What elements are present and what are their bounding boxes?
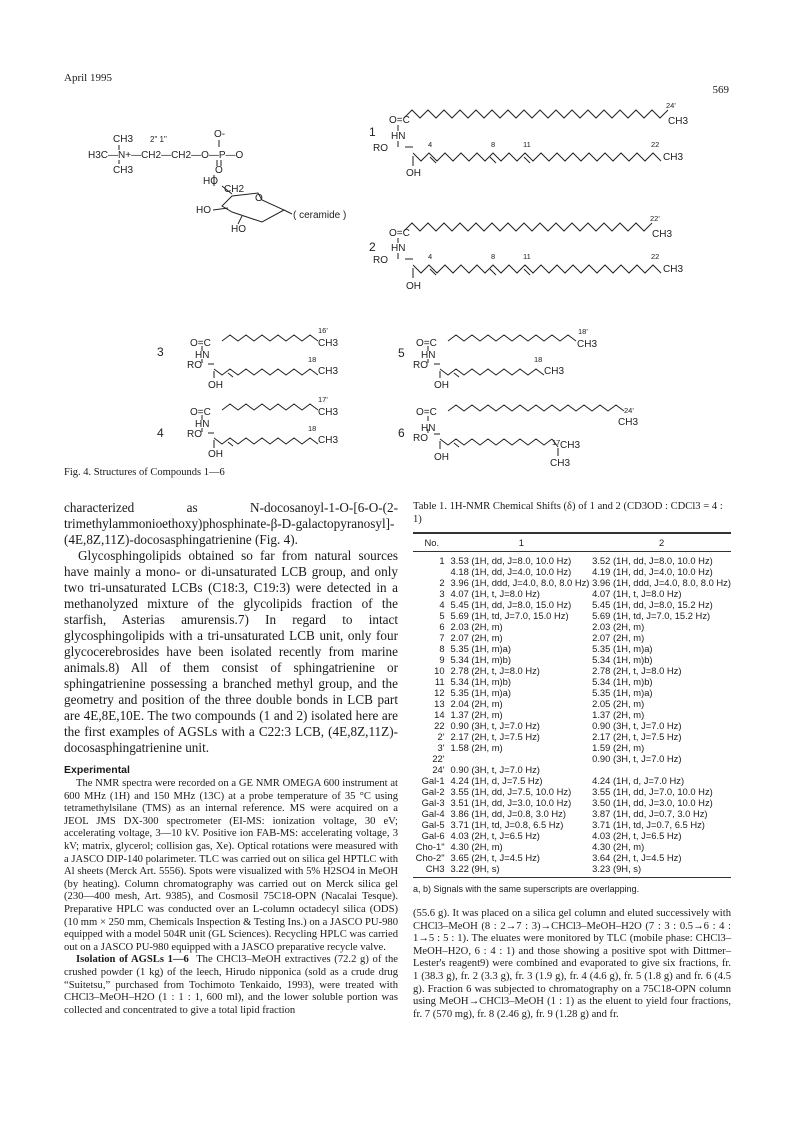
left-column bbox=[64, 500, 398, 1017]
table-header-compound-1: 1 bbox=[451, 533, 593, 552]
right-column bbox=[413, 500, 731, 1021]
c3-ro: RO bbox=[187, 360, 202, 371]
table-cell-c1: 5.34 (1H, m)b) bbox=[450, 654, 511, 665]
table-cell-no: Gal-4 bbox=[421, 808, 445, 819]
table-cell-c2: 4.03 (2H, t, J=6.5 Hz) bbox=[592, 830, 682, 841]
c5-carbonyl: O=C bbox=[416, 338, 437, 349]
table-cell-c1: 3.65 (2H, t, J=4.5 Hz) bbox=[450, 852, 540, 863]
c2-pos-22: 22 bbox=[651, 252, 660, 261]
c6-ch3-acyl: CH3 bbox=[618, 417, 639, 428]
table-row bbox=[413, 599, 731, 610]
table-row bbox=[413, 566, 731, 577]
table-cell-c1: 3.96 (1H, ddd, J=4.0, 8.0, 8.0 Hz) bbox=[450, 577, 590, 588]
compound-number-4: 4 bbox=[157, 426, 164, 440]
c4-hn: HN bbox=[195, 419, 210, 430]
choline-position-labels: 2" 1" bbox=[150, 135, 167, 144]
table-row bbox=[413, 786, 731, 797]
table-cell-c1: 5.35 (1H, m)a) bbox=[450, 687, 511, 698]
table-cell-no: 8 bbox=[439, 643, 445, 654]
table-cell-no: 22' bbox=[432, 753, 445, 764]
galactose-ring-o: O bbox=[255, 193, 263, 204]
table-cell-c1: 3.53 (1H, dd, J=8.0, 10.0 Hz) bbox=[450, 555, 572, 566]
table-cell-no: 13 bbox=[434, 698, 445, 709]
table-row bbox=[413, 643, 731, 654]
c1-ch3-lcb: CH3 bbox=[663, 152, 684, 163]
c2-pos-11: 11 bbox=[523, 252, 531, 261]
table-title: Table 1. 1H-NMR Chemical Shifts (δ) of 1 and 2 (CD3OD : CDCl3 = 4 : 1) bbox=[413, 501, 723, 525]
table-cell-no: Cho-2" bbox=[415, 852, 445, 863]
table-cell-c1: 2.04 (2H, m) bbox=[450, 698, 503, 709]
table-row bbox=[413, 588, 731, 599]
table-cell-c2: 5.34 (1H, m)b) bbox=[592, 654, 653, 665]
c5-ch3-lcb: CH3 bbox=[544, 366, 565, 377]
table-cell-c2: 4.30 (2H, m) bbox=[592, 841, 645, 852]
table-cell-c2: 2.07 (2H, m) bbox=[592, 632, 645, 643]
table-cell-c1: 0.90 (3H, t, J=7.0 Hz) bbox=[450, 764, 540, 775]
table-cell-c1: 5.34 (1H, m)b) bbox=[450, 676, 511, 687]
c1-hn: HN bbox=[391, 131, 406, 142]
table-row bbox=[413, 709, 731, 720]
table-cell-c2: 2.03 (2H, m) bbox=[592, 621, 645, 632]
table-cell-c2: 3.50 (1H, dd, J=3.0, 10.0 Hz) bbox=[592, 797, 713, 808]
experimental-heading: Experimental bbox=[64, 764, 130, 776]
table-row bbox=[413, 577, 731, 588]
main-text bbox=[64, 500, 398, 756]
choline-chain: H3C—N+—CH2—CH2—O—P—O bbox=[88, 150, 244, 161]
table-cell-c2: 2.05 (2H, m) bbox=[592, 698, 645, 709]
table-cell-no: 3' bbox=[437, 742, 445, 753]
c3-hn: HN bbox=[195, 350, 210, 361]
table-cell-c2: 3.87 (1H, dd, J=0.7, 3.0 Hz) bbox=[592, 808, 708, 819]
c4-ro: RO bbox=[187, 429, 202, 440]
table-cell-c1: 4.03 (2H, t, J=6.5 Hz) bbox=[450, 830, 540, 841]
table-cell-c2: 5.35 (1H, m)a) bbox=[592, 687, 653, 698]
c5-hn: HN bbox=[421, 350, 436, 361]
table-cell-no: Gal-3 bbox=[421, 797, 445, 808]
table-cell-c2: 5.45 (1H, dd, J=8.0, 15.2 Hz) bbox=[592, 599, 713, 610]
table-cell-no: Gal-5 bbox=[421, 819, 445, 830]
nmr-table-body bbox=[413, 552, 731, 878]
table-cell-c1: 2.17 (2H, t, J=7.5 Hz) bbox=[450, 731, 540, 742]
table-cell-no: CH3 bbox=[413, 863, 451, 878]
fractionation-text: (55.6 g). It was placed on a silica gel column and eluted successively with CHCl3–MeOH (8 : 2→7 : 3)→CHCl3–MeOH–H2O (7 : 3 : 0.5→6 : 4 : 1→5 : 5 : 1). The eluates were monitored by TLC (mobile phase: CHCl3–MeOH–H2O, 6 : 4 : 1) and those showing a positive spot with Dittmer–Lester's reagent9) were combined and evaporated to give six fractions, fr. 1 (38.3 g), fr. 2 (3.3 g), fr. 3 (1.9 g), fr. 4 (4.6 g), fr. 5 (1.8 g) and fr. 6 (4.5 g). Fraction 6 was subjected to chromatography on a 75C18-OPN column using MeOH→CHCl3–MeOH (1 : 1) as the eluent to yield four fractions, fr. 7 (570 mg), fr. 8 (2.46 g), fr. 9 (1.28 g) and fr. bbox=[413, 908, 731, 1020]
table-cell-c1: 4.07 (1H, t, J=8.0 Hz) bbox=[450, 588, 540, 599]
table-cell-c2: 2.78 (2H, t, J=8.0 Hz) bbox=[592, 665, 682, 676]
paragraph-characterized: characterized as N-docosanoyl-1-O-[6-O-(2-trimethylammonioethoxy)phosphinate-β-D-galactopyranosyl]-(4E,8Z,11Z)-docosasphingatrienine (Fig. 4). bbox=[64, 500, 398, 547]
table-cell-no: 24' bbox=[432, 764, 445, 775]
c1-pos-11: 11 bbox=[523, 140, 531, 149]
table-cell-c2: 3.64 (2H, t, J=4.5 Hz) bbox=[592, 852, 682, 863]
table-cell-c2: 4.19 (1H, dd, J=4.0, 10.0 Hz) bbox=[592, 566, 713, 577]
table-cell-no: 6 bbox=[439, 621, 445, 632]
c2-hn: HN bbox=[391, 243, 406, 254]
ceramide-label: ( ceramide ) bbox=[293, 210, 347, 221]
table-cell-c1: 1.37 (2H, m) bbox=[450, 709, 503, 720]
table-cell-no: Gal-6 bbox=[421, 830, 445, 841]
table-cell-c1: 4.24 (1H, d, J=7.5 Hz) bbox=[450, 775, 543, 786]
table-cell-c2: 3.71 (1H, td, J=0.7, 6.5 Hz) bbox=[592, 819, 705, 830]
table-cell-c2: 3.55 (1H, dd, J=7.0, 10.0 Hz) bbox=[592, 786, 713, 797]
table-cell-no bbox=[413, 566, 451, 577]
choline-ch3-bottom: CH3 bbox=[113, 165, 134, 176]
c5-ro: RO bbox=[413, 360, 428, 371]
c2-ch3-acyl: CH3 bbox=[652, 229, 673, 240]
table-cell-c2: 5.34 (1H, m)b) bbox=[592, 676, 653, 687]
table-row bbox=[413, 863, 731, 878]
table-cell-c1: 4.30 (2H, m) bbox=[450, 841, 503, 852]
c3-ch3-acyl: CH3 bbox=[318, 338, 339, 349]
table-cell-c1: 2.07 (2H, m) bbox=[450, 632, 503, 643]
table-row bbox=[413, 687, 731, 698]
table-cell-no: Cho-1" bbox=[415, 841, 445, 852]
c6-pos-17: 17 bbox=[552, 438, 561, 447]
table-cell-c1: 2.03 (2H, m) bbox=[450, 621, 503, 632]
table-cell-no: 10 bbox=[434, 665, 445, 676]
compound-number-5: 5 bbox=[398, 346, 405, 360]
table-cell-no: 4 bbox=[439, 599, 445, 610]
phosphate-o-minus: O- bbox=[214, 129, 226, 140]
table-cell-no: 3 bbox=[439, 588, 445, 599]
c6-oh: OH bbox=[434, 452, 449, 463]
table-cell-c2: 4.07 (1H, t, J=8.0 Hz) bbox=[592, 588, 682, 599]
right-text bbox=[413, 908, 731, 1021]
table-cell-c2: 0.90 (3H, t, J=7.0 Hz) bbox=[592, 720, 682, 731]
c6-hn: HN bbox=[421, 423, 436, 434]
table-row bbox=[413, 753, 731, 764]
table-cell-c2: 3.96 (1H, ddd, J=4.0, 8.0, 8.0 Hz) bbox=[592, 577, 731, 588]
table-cell-no: 2' bbox=[437, 731, 445, 742]
table-cell-c1: 1.58 (2H, m) bbox=[450, 742, 503, 753]
c1-pos-4: 4 bbox=[428, 140, 433, 149]
table-cell-c1: 5.35 (1H, m)a) bbox=[450, 643, 511, 654]
c2-carbonyl: O=C bbox=[389, 228, 410, 239]
table-row bbox=[413, 775, 731, 786]
table-row bbox=[413, 808, 731, 819]
table-cell-no: 12 bbox=[434, 687, 445, 698]
c6-ch3-branch: CH3 bbox=[560, 440, 581, 451]
table-cell-c1: 3.51 (1H, dd, J=3.0, 10.0 Hz) bbox=[450, 797, 572, 808]
table-row bbox=[413, 830, 731, 841]
table-row bbox=[413, 819, 731, 830]
table-row bbox=[413, 610, 731, 621]
table-row bbox=[413, 632, 731, 643]
c5-pos-18p: 18' bbox=[578, 327, 588, 336]
table-row bbox=[413, 621, 731, 632]
compound-number-2: 2 bbox=[369, 240, 376, 254]
c5-pos-18: 18 bbox=[534, 355, 543, 364]
c3-pos-18: 18 bbox=[308, 355, 317, 364]
paragraph-glycosphingolipids: Glycosphingolipids obtained so far from natural sources have mainly a mono- or di-unsaturated LCB group, and only two tri-unsaturated LCBs (C18:3, C19:3) were detected in a methanolyzed mixture of the glycolipids fraction of the starfish, Asterias amurensis.7) In regard to intact glycosphingolipids with a tri-unsaturated LCB unit, only four glycocerebrosides have been isolated recently from marine animals.8) All of them consist of sphingatrienine or sphingatrienine possessing a branched methyl group, and the geometry and position of the three double bonds in LCB part are 4E,8E,10E. The two compounds (1 and 2) isolated here are the first examples of AGSLs with a C22:3 LCB, (4E,8Z,11Z)-docosasphingatrienine unit. bbox=[64, 548, 398, 755]
compound-number-6: 6 bbox=[398, 426, 405, 440]
table-header-no: No. bbox=[413, 533, 451, 552]
table-cell-c1: 0.90 (3H, t, J=7.0 Hz) bbox=[450, 720, 540, 731]
c6-pos-24p: 24' bbox=[624, 406, 634, 415]
table-cell-c2: 4.24 (1H, d, J=7.0 Hz) bbox=[592, 775, 685, 786]
table-cell-no: 2 bbox=[439, 577, 445, 588]
table-cell-c2: 1.59 (2H, m) bbox=[592, 742, 645, 753]
c3-ch3-lcb: CH3 bbox=[318, 366, 339, 377]
table-row bbox=[413, 764, 731, 775]
table-row bbox=[413, 841, 731, 852]
experimental-text: The NMR spectra were recorded on a GE NMR OMEGA 600 instrument at 600 MHz (1H) and 150 MHz (13C) at a probe temperature of 35 °C using tetramethylsilane (TMS) as an internal reference. MS were acquired on a JEOL JMS DX-300 spectrometer (EI-MS: ionization voltage, 30 eV; accelerating voltage, 3—10 kV. Positive ion FAB-MS: accelerating voltage, 3 kV; matrix, glycerol; collision gas, Xe). Optical rotations were measured with a JASCO DIP-140 polarimeter. TLC was carried out on silica gel HPTLC with Al sheets (Merck Art. 5556). Spots were visualized with 5% H2SO4 in MeOH (by heating). Column chromatography was carried out on Merck silica gel (230—400 mesh, Art. 9385), and Cosmosil 75C18-OPN (Nacalai Tesque). Preparative HPLC was conducted over an L-column octadecyl silica (ODS) (10 mm × 250 mm, Chemicals Inspection & Testing Ins.) on a JASCO PU-980 equipped with a model 504R unit (GL Sciences). Recycling HPLC was carried out on a JASCO PU-980 equipped with a JASCO preparative recycle valve. bbox=[64, 778, 398, 953]
table-cell-no: 22 bbox=[434, 720, 445, 731]
table-row bbox=[413, 852, 731, 863]
c5-ch3-acyl: CH3 bbox=[577, 339, 598, 350]
table-cell-c2: 5.69 (1H, td, J=7.0, 15.2 Hz) bbox=[592, 610, 711, 621]
c4-oh: OH bbox=[208, 449, 223, 460]
c6-carbonyl: O=C bbox=[416, 407, 437, 418]
galactose-ho-bottom: HO bbox=[231, 224, 246, 235]
table-cell-c1: 4.18 (1H, dd, J=4.0, 10.0 Hz) bbox=[450, 566, 572, 577]
table-cell-c1: 5.45 (1H, dd, J=8.0, 15.0 Hz) bbox=[450, 599, 572, 610]
table-cell-c1: 3.86 (1H, dd, J=0.8, 3.0 Hz) bbox=[450, 808, 566, 819]
c5-oh: OH bbox=[434, 380, 449, 391]
c2-ro: RO bbox=[373, 255, 388, 266]
c1-ch3-acyl: CH3 bbox=[668, 116, 689, 127]
c3-pos-16p: 16' bbox=[318, 326, 328, 335]
table-cell-c2: 2.17 (2H, t, J=7.5 Hz) bbox=[592, 731, 682, 742]
isolation-text: The CHCl3–MeOH extractives (72.2 g) of the crushed powder (1 kg) of the leech, Hirudo nipponica (sold as a crude drug “Suitetsu,” purchased from Tochimoto Tenkaido, 1993), were treated with CHCl3–MeOH–H2O (1 : 1 : 1, 600 ml), and the lower soluble portion was collected and concentrated to give a total lipid fraction bbox=[64, 954, 398, 1016]
figure-4-structures bbox=[0, 0, 793, 470]
c2-ch3-lcb: CH3 bbox=[663, 264, 684, 275]
c1-pos-24p: 24' bbox=[666, 101, 676, 110]
table-cell-c2: 3.23 (9H, s) bbox=[592, 863, 731, 878]
galactose-ho-top: HO bbox=[203, 176, 218, 187]
c2-pos-4: 4 bbox=[428, 252, 433, 261]
table-cell-no: 14 bbox=[434, 709, 445, 720]
c1-pos-8: 8 bbox=[491, 140, 496, 149]
table-cell-c1: 5.69 (1H, td, J=7.0, 15.0 Hz) bbox=[450, 610, 569, 621]
c3-carbonyl: O=C bbox=[190, 338, 211, 349]
table-cell-c2: 3.52 (1H, dd, J=8.0, 10.0 Hz) bbox=[592, 555, 713, 566]
table-cell-no: 11 bbox=[434, 676, 445, 687]
figure-caption: Fig. 4. Structures of Compounds 1—6 bbox=[64, 467, 225, 478]
c1-carbonyl: O=C bbox=[389, 115, 410, 126]
experimental-section bbox=[64, 778, 398, 1017]
running-header-date: April 1995 bbox=[64, 72, 112, 84]
table-row bbox=[413, 698, 731, 709]
table-row bbox=[413, 552, 731, 567]
table-row bbox=[413, 654, 731, 665]
table-cell-no: 5 bbox=[439, 610, 445, 621]
choline-ch3-top: CH3 bbox=[113, 134, 134, 145]
isolation-heading: Isolation of AGSLs 1—6 bbox=[76, 954, 189, 966]
table-row bbox=[413, 665, 731, 676]
table-cell-c1: 2.78 (2H, t, J=8.0 Hz) bbox=[450, 665, 540, 676]
c2-pos-8: 8 bbox=[491, 252, 496, 261]
table-cell-c1: 3.22 (9H, s) bbox=[451, 863, 593, 878]
c1-oh: OH bbox=[406, 168, 421, 179]
c6-ro: RO bbox=[413, 433, 428, 444]
table-cell-no: Gal-1 bbox=[421, 775, 445, 786]
c4-ch3-acyl: CH3 bbox=[318, 407, 339, 418]
table-cell-c2: 0.90 (3H, t, J=7.0 Hz) bbox=[592, 753, 682, 764]
table-footnote: a, b) Signals with the same superscripts are overlapping. bbox=[413, 884, 640, 894]
table-cell-no: 7 bbox=[439, 632, 445, 643]
c2-pos-22p: 22' bbox=[650, 214, 660, 223]
c4-pos-17p: 17' bbox=[318, 395, 328, 404]
table-row bbox=[413, 676, 731, 687]
table-header-compound-2: 2 bbox=[592, 533, 731, 552]
galactose-ho-left: HO bbox=[196, 205, 211, 216]
table-cell-no: Gal-2 bbox=[421, 786, 445, 797]
c4-carbonyl: O=C bbox=[190, 407, 211, 418]
c1-pos-22: 22 bbox=[651, 140, 660, 149]
phosphate-o-double: O bbox=[215, 165, 223, 176]
c1-ro: RO bbox=[373, 143, 388, 154]
table-cell-c1: 3.71 (1H, td, J=0.8, 6.5 Hz) bbox=[450, 819, 564, 830]
table-cell-no: 9 bbox=[439, 654, 445, 665]
table-row bbox=[413, 720, 731, 731]
table-row bbox=[413, 742, 731, 753]
table-cell-c1: 3.55 (1H, dd, J=7.5, 10.0 Hz) bbox=[450, 786, 572, 797]
c6-ch3-terminal: CH3 bbox=[550, 458, 571, 469]
c4-ch3-lcb: CH3 bbox=[318, 435, 339, 446]
page-number: 569 bbox=[712, 84, 729, 96]
table-cell-c1 bbox=[451, 753, 593, 764]
table-cell-no: 1 bbox=[439, 555, 445, 566]
table-row bbox=[413, 797, 731, 808]
nmr-table bbox=[413, 532, 731, 878]
c4-pos-18: 18 bbox=[308, 424, 317, 433]
table-cell-c2 bbox=[592, 764, 731, 775]
table-cell-c2: 5.35 (1H, m)a) bbox=[592, 643, 653, 654]
table-row bbox=[413, 731, 731, 742]
c3-oh: OH bbox=[208, 380, 223, 391]
galactose-ch2: CH2 bbox=[224, 184, 245, 195]
c2-oh: OH bbox=[406, 281, 421, 292]
compound-number-1: 1 bbox=[369, 125, 376, 139]
table-cell-c2: 1.37 (2H, m) bbox=[592, 709, 645, 720]
compound-number-3: 3 bbox=[157, 345, 164, 359]
